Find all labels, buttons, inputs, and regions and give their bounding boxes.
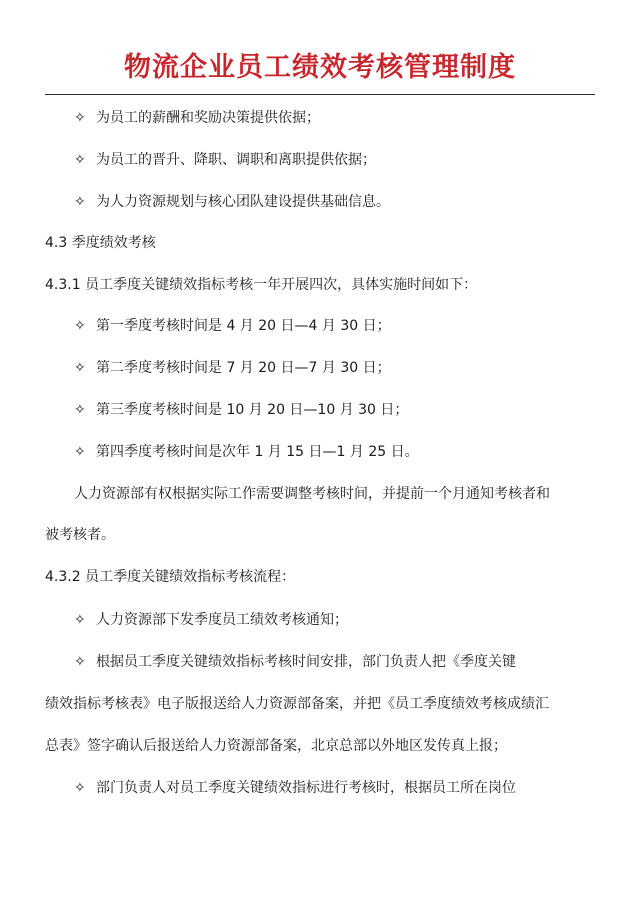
bullet-item	[74, 358, 391, 378]
bullet-diamond-icon: ✧	[74, 654, 86, 670]
bullet-item	[74, 652, 516, 672]
section-heading	[45, 233, 156, 253]
line-text: 绩效指标考核表》电子版报送给人力资源部备案，并把《员工季度绩效考核成绩汇	[45, 696, 549, 712]
line-text: 总表》签字确认后报送给人力资源部备案，北京总部以外地区发传真上报；	[45, 738, 507, 754]
bullet-item	[74, 192, 390, 212]
line-text: 根据员工季度关键绩效指标考核时间安排，部门负责人把《季度关键	[96, 654, 516, 670]
line-text: 人力资源部下发季度员工绩效考核通知；	[96, 612, 348, 628]
bullet-diamond-icon: ✧	[74, 318, 86, 334]
line-text: 第三季度考核时间是 10 月 20 日—10 月 30 日；	[96, 402, 409, 418]
paragraph-line	[74, 484, 550, 504]
section-heading	[45, 567, 295, 587]
title-divider	[45, 94, 595, 95]
line-text: 4.3 季度绩效考核	[45, 235, 156, 251]
line-text: 为员工的晋升、降职、调职和离职提供依据；	[96, 152, 376, 168]
paragraph-line	[45, 736, 507, 756]
line-text: 人力资源部有权根据实际工作需要调整考核时间，并提前一个月通知考核者和	[74, 486, 550, 502]
bullet-item	[74, 778, 516, 798]
line-text: 第四季度考核时间是次年 1 月 15 日—1 月 25 日。	[96, 444, 419, 460]
paragraph-line	[45, 525, 115, 545]
line-text: 为人力资源规划与核心团队建设提供基础信息。	[96, 194, 390, 210]
line-text: 为员工的薪酬和奖励决策提供依据；	[96, 110, 320, 126]
line-text: 4.3.1 员工季度关键绩效指标考核一年开展四次，具体实施时间如下：	[45, 277, 478, 293]
bullet-diamond-icon: ✧	[74, 444, 86, 460]
bullet-item	[74, 442, 419, 462]
bullet-item	[74, 108, 320, 128]
bullet-item	[74, 150, 376, 170]
bullet-diamond-icon: ✧	[74, 402, 86, 418]
line-text: 4.3.2 员工季度关键绩效指标考核流程：	[45, 569, 296, 585]
bullet-diamond-icon: ✧	[74, 780, 86, 796]
bullet-item	[74, 400, 408, 420]
bullet-diamond-icon: ✧	[74, 110, 86, 126]
bullet-diamond-icon: ✧	[74, 612, 86, 628]
bullet-diamond-icon: ✧	[74, 360, 86, 376]
bullet-item	[74, 610, 348, 630]
bullet-diamond-icon: ✧	[74, 152, 86, 168]
line-text: 第一季度考核时间是 4 月 20 日—4 月 30 日；	[96, 318, 391, 334]
line-text: 部门负责人对员工季度关键绩效指标进行考核时，根据员工所在岗位	[96, 780, 516, 796]
document-title: 物流企业员工绩效考核管理制度	[124, 52, 516, 83]
line-text: 第二季度考核时间是 7 月 20 日—7 月 30 日；	[96, 360, 391, 376]
bullet-item	[74, 316, 391, 336]
bullet-diamond-icon: ✧	[74, 194, 86, 210]
line-text: 被考核者。	[45, 527, 115, 543]
paragraph-line	[45, 694, 549, 714]
section-heading	[45, 275, 477, 295]
